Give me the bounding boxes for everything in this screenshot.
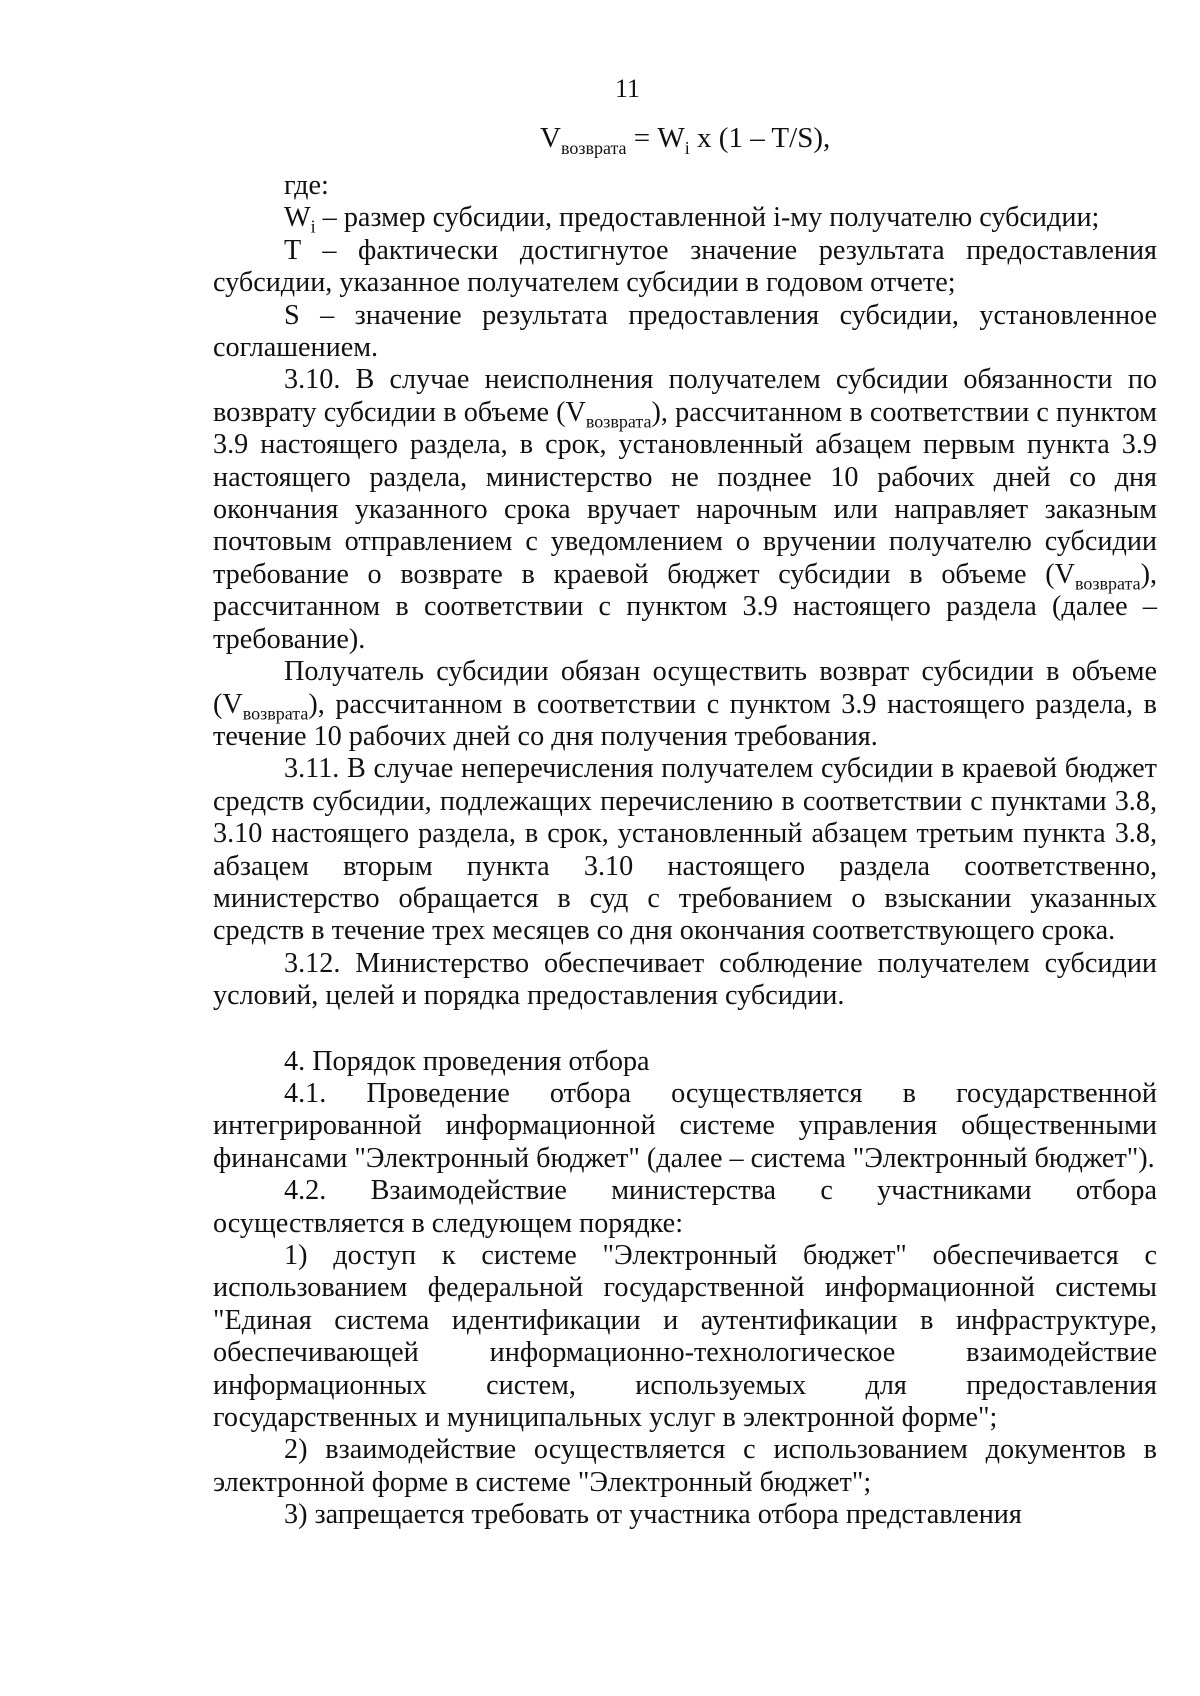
- w-subscript: i: [310, 217, 316, 238]
- paragraph-4-2: 4.2. Взаимодействие министерства с участниками отбора осуществляется в следующем порядке:: [213, 1175, 1157, 1239]
- where-label: где:: [284, 170, 329, 201]
- formula-lhs-subscript: возврата: [560, 137, 627, 158]
- w-text: – размер субсидии, предоставленной i-му получателю субсидии;: [315, 202, 1100, 234]
- paragraph-4-2-item-2: 2) взаимодействие осуществляется с использованием документов в электронной форме в системе "Электронный бюджет";: [213, 1434, 1157, 1498]
- p310-part-a: 3.10. В случае неисполнения получателем субсидии обязанности по возврату субсидии в объеме (V: [213, 364, 1157, 428]
- paragraph-3-12: 3.12. Министерство обеспечивает соблюдение получателем субсидии условий, целей и порядка предоставления субсидии.: [213, 947, 1157, 1012]
- formula: [540, 122, 831, 158]
- definition-s: S – значение результата предоставления субсидии, установленное соглашением.: [213, 299, 1157, 364]
- p310-subscript-1: возврата: [585, 411, 652, 432]
- formula-eq: = W: [626, 122, 685, 154]
- p310b-subscript: возврата: [242, 703, 309, 724]
- paragraph-4-2-item-3: 3) запрещается требовать от участника отбора представления: [284, 1499, 1022, 1531]
- page-number: 11: [614, 74, 641, 103]
- formula-rhs: x (1 – T/S),: [689, 122, 831, 154]
- section-4-heading: 4. Порядок проведения отбора: [284, 1045, 650, 1077]
- paragraph-4-1: 4.1. Проведение отбора осуществляется в государственной интегрированной информационной системе управления общественными финансами "Электронный бюджет" (далее – система "Электронный бюджет").: [213, 1077, 1157, 1174]
- paragraph-3-10-continued: [213, 656, 1157, 753]
- document-body: [213, 170, 1157, 1532]
- formula-eq-subscript: i: [684, 137, 690, 158]
- definition-w: [213, 202, 1157, 238]
- paragraph-3-10: [213, 364, 1157, 656]
- w-symbol: W: [284, 202, 311, 234]
- paragraph-3-11: 3.11. В случае неперечисления получателем субсидии в краевой бюджет средств субсидии, подлежащих перечислению в соответствии с пунктами 3.8, 3.10 настоящего раздела, в срок, установленный абзацем третьим пункта 3.8, абзацем вторым пункта 3.10 настоящего раздела соответственно, министерство обращается в суд с требованием о взыскании указанных средств в течение трех месяцев со дня окончания соответствующего срока.: [213, 753, 1157, 947]
- paragraph-4-2-item-1: 1) доступ к системе "Электронный бюджет" обеспечивается с использованием федеральной государственной информационной системы "Единая система идентификации и аутентификации в инфраструктуре, обеспечивающей информационно-технологическое взаимодействие информационных систем, используемых для предоставления государственных и муниципальных услуг в электронной форме";: [213, 1240, 1157, 1434]
- p310-part-c: ), рассчитанном в соответствии с пунктом 3.9 настоящего раздела (далее – требование).: [213, 558, 1157, 655]
- p310b-part-a: Получатель субсидии обязан осуществить возврат субсидии в объеме (V: [213, 656, 1157, 720]
- formula-lhs: V: [540, 122, 561, 154]
- definition-t: T – фактически достигнутое значение результата предоставления субсидии, указанное получателем субсидии в годовом отчете;: [213, 234, 1157, 299]
- p310b-part-b: ), рассчитанном в соответствии с пунктом 3.9 настоящего раздела, в течение 10 рабочих дней со дня получения требования.: [213, 688, 1157, 752]
- p310-part-b: ), рассчитанном в соответствии с пунктом 3.9 настоящего раздела, в срок, установленный абзацем первым пункта 3.9 настоящего раздела, министерство не позднее 10 рабочих дней со дня окончания указанного срока вручает нарочным или направляет заказным почтовым отправлением с уведомлением о вручении получателю субсидии требование о возврате в краевой бюджет субсидии в объеме (V: [213, 396, 1157, 590]
- p310-subscript-2: возврата: [1074, 573, 1141, 594]
